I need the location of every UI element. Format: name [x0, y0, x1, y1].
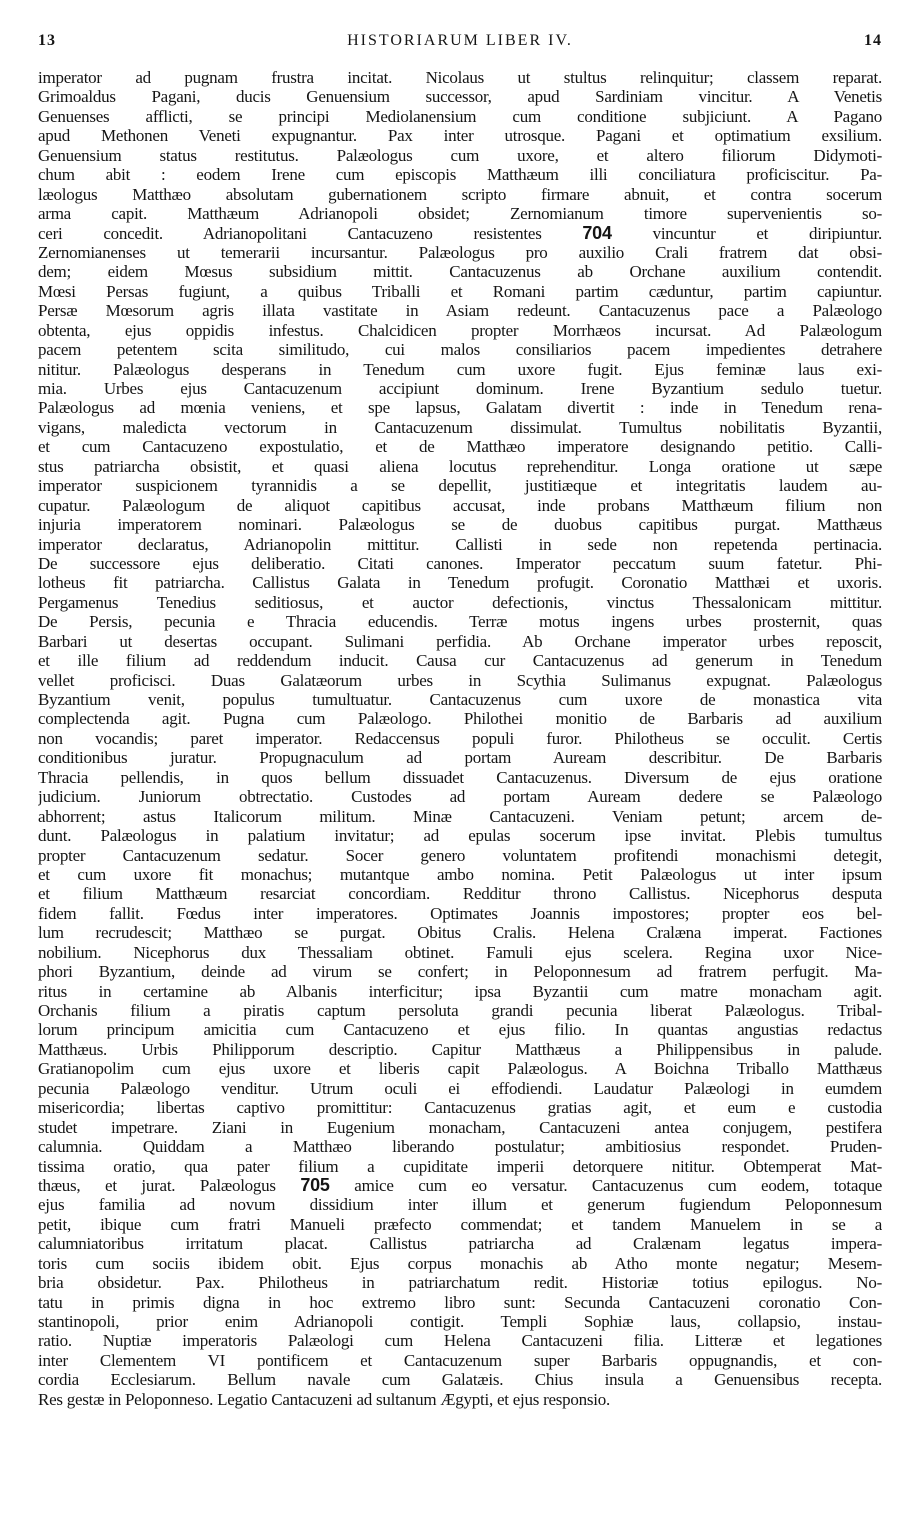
- text-line: phori Byzantium, deinde ad virum se confert; in Peloponnesum ad fratrem perfugit. Ma-: [38, 962, 882, 982]
- folio-number: 704: [582, 223, 612, 243]
- text-line: stus patriarcha obsistit, et quasi aliena locutus reprehenditur. Longa oratione ut sæpe: [38, 456, 882, 476]
- text-line: stantinopoli, prior enim Adrianopoli contigit. Templi Sophiæ laus, collapsio, instau-: [38, 1312, 882, 1331]
- text-line: thæus, et jurat. Palæologus 705 amice cum eo versatur. Cantacuzenus cum eodem, totaque: [38, 1175, 882, 1195]
- text-line: pecunia Palæologo venditur. Utrum oculi ei effodiendi. Laudatur Palæologi in eumdem: [38, 1078, 882, 1098]
- book-page: [38, 26, 882, 1506]
- text-line: De Persis, pecunia e Thracia educendis. Terræ motus ingens urbes prosternit, quas: [38, 612, 882, 632]
- text-line: obtenta, ejus oppidis infestus. Chalcidicen propter Morrhæos incursat. Ad Palæologum: [38, 320, 882, 340]
- text-line: et cum Cantacuzeno expostulatio, et de Matthæo imperatore designando petitio. Calli-: [38, 437, 882, 457]
- text-line: Byzantium venit, populus tumultuatur. Cantacuzenus cum uxore de monastica vita: [38, 690, 882, 709]
- text-line: conditionibus juratur. Propugnaculum ad portam Auream describitur. De Barbaris: [38, 748, 882, 768]
- text-line: non vocandis; paret imperator. Redaccensus populi furor. Philotheus se occulit. Certis: [38, 728, 882, 748]
- text-line: De successore ejus deliberatio. Citati canones. Imperator peccatum suum fatetur. Phi-: [38, 553, 882, 573]
- text-line: imperator suspicionem tyrannidis a se depellit, justitiæque et integritatis laudem au-: [38, 476, 882, 496]
- text-line: Mœsi Persas fugiunt, a quibus Triballi et Romani partim cæduntur, partim capiuntur.: [38, 281, 882, 301]
- text-line: et filium Matthæum resarciat concordiam. Redditur throno Callistus. Nicephorus desputa: [38, 884, 882, 904]
- text-line: tatu in primis digna in hoc extremo libro sunt: Secunda Cantacuzeni coronatio Con-: [38, 1292, 882, 1312]
- running-header: [38, 26, 882, 56]
- text-line: abhorrent; astus Italicorum militum. Minæ Cantacuzeni. Veniam petunt; arcem de-: [38, 806, 882, 826]
- text-line: lum recrudescit; Matthæo se purgat. Obitus Cralis. Helena Cralæna imperat. Factiones: [38, 923, 882, 943]
- text-line: vellet proficisci. Duas Galatæorum urbes in Scythia Sulimanus expugnat. Palæologus: [38, 670, 882, 690]
- text-line: mia. Urbes ejus Cantacuzenum accipiunt dominum. Irene Byzantium sedulo tuetur.: [38, 379, 882, 398]
- text-line: imperator ad pugnam frustra incitat. Nicolaus ut stultus relinquitur; classem reparat.: [38, 68, 882, 87]
- text-line: tissima oratio, qua pater filium a cupiditate imperii detorquere nititur. Obtemperat Mat-: [38, 1156, 882, 1176]
- text-line: vigans, maledicta vectorum in Cantacuzenum dissimulat. Tumultus nobilitatis Byzantii,: [38, 417, 882, 437]
- text-line: judicium. Juniorum obtrectatio. Custodes ad portam Auream dedere se Palæologo: [38, 787, 882, 807]
- text-line: Palæologus ad mœnia veniens, et spe lapsus, Galatam divertit : inde in Tenedum rena-: [38, 398, 882, 418]
- text-line: ritus in certamine ab Albanis interficitur; ipsa Byzantii cum matre monacham agit.: [38, 981, 882, 1001]
- text-line: ceri concedit. Adrianopolitani Cantacuzeno resistentes 704 vincuntur et diripiuntur.: [38, 223, 882, 243]
- summary-text: [38, 68, 882, 1409]
- text-line: Gratianopolim cum ejus uxore et liberis capit Palæologus. A Boichna Triballo Matthæus: [38, 1059, 882, 1079]
- text-line: propter Cantacuzenum sedatur. Socer genero voluntatem profitendi monachismi detegit,: [38, 845, 882, 865]
- text-line: apud Methonen Veneti expugnantur. Pax inter utrosque. Pagani et optimatium exsilium.: [38, 126, 882, 146]
- text-line: Persæ Mœsorum agris illata vastitate in Asiam redeunt. Cantacuzenus pace a Palæologo: [38, 301, 882, 321]
- text-line: cordia Ecclesiarum. Bellum navale cum Galatæis. Chius insula a Genuensibus recepta.: [38, 1370, 882, 1390]
- text-line: arma capit. Matthæum Adrianopoli obsidet; Zernomianum timore supervenientis so-: [38, 204, 882, 224]
- text-line: misericordia; libertas captivo promittitur: Cantacuzenus gratias agit, et eum e custodia: [38, 1098, 882, 1118]
- text-line: et ille filium ad reddendum inducit. Causa cur Cantacuzenus ad generum in Tenedum: [38, 651, 882, 671]
- text-line: et cum uxore fit monachus; mutantque ambo nomina. Petit Palæologus ut inter ipsum: [38, 864, 882, 884]
- text-line: læologus Matthæo absolutam gubernationem scripto firmare abnuit, et contra socerum: [38, 184, 882, 204]
- text-line: complectenda agit. Pugna cum Palæologo. Philothei monitio de Barbaris ad auxilium: [38, 709, 882, 729]
- text-line: Zernomianenses ut temerarii incursantur. Palæologus pro auxilio Crali fratrem dat obsi-: [38, 242, 882, 262]
- text-line: chum abit : eodem Irene cum episcopis Matthæum illi conciliatura proficiscitur. Pa-: [38, 165, 882, 185]
- running-title: HISTORIARUM LIBER IV.: [347, 32, 573, 49]
- text-line: dunt. Palæologus in palatium invitatur; ad epulas socerum ipse invitat. Plebis tumultus: [38, 826, 882, 846]
- text-line: Res gestæ in Peloponneso. Legatio Cantacuzeni ad sultanum Ægypti, et ejus responsio.: [38, 1389, 611, 1409]
- text-line: Matthæus. Urbis Philipporum descriptio. Capitur Matthæus a Philippensibus in palude.: [38, 1039, 882, 1059]
- text-line: Orchanis filium a piratis captum persoluta grandi pecunia liberat Palæologus. Tribal-: [38, 1001, 882, 1020]
- text-line: toris cum sociis ibidem obit. Ejus corpus monachis ab Atho monte negatur; Mesem-: [38, 1253, 882, 1273]
- folio-number: 705: [300, 1175, 330, 1195]
- text-line: injuria imperatorem nominari. Palæologus se de duobus capitibus purgat. Matthæus: [38, 515, 882, 535]
- text-line: Grimoaldus Pagani, ducis Genuensium successor, apud Sardiniam vincitur. A Venetis: [38, 87, 882, 107]
- text-line: calumniatoribus irritatum placat. Callistus patriarcha ad Cralænam legatus impera-: [38, 1234, 882, 1254]
- text-line: ejus familia ad novum dissidium inter illum et generum fugiendum Peloponnesum: [38, 1195, 882, 1215]
- text-line: dem; eidem Mœsus subsidium mittit. Cantacuzenus ab Orchane auxilium contendit.: [38, 262, 882, 282]
- text-line: Genuenses afflicti, se principi Mediolanensium cum conditione subjiciunt. A Pagano: [38, 106, 882, 126]
- text-line: nititur. Palæologus desperans in Tenedum cum uxore fugit. Ejus feminæ laus exi-: [38, 359, 882, 379]
- page-number-right: 14: [864, 32, 882, 49]
- text-line: petit, ibique cum fratri Manueli præfecto commendat; et tandem Manuelem in se a: [38, 1214, 882, 1234]
- text-line: inter Clementem VI pontificem et Cantacuzenum super Barbaris oppugnandis, et con-: [38, 1350, 882, 1370]
- text-line: Genuensium status restitutus. Palæologus cum uxore, et altero filiorum Didymoti-: [38, 145, 882, 165]
- text-line: lotheus fit patriarcha. Callistus Galata in Tenedum profugit. Coronatio Matthæi et uxoris.: [38, 573, 882, 593]
- text-line: imperator declaratus, Adrianopolin mittitur. Callisti in sede non repetenda pertinacia.: [38, 534, 882, 554]
- text-line: Pergamenus Tenedius seditiosus, et auctor defectionis, vinctus Thessalonicam mittitur.: [38, 592, 882, 612]
- text-line: ratio. Nuptiæ imperatoris Palæologi cum Helena Cantacuzeni filia. Litteræ et legationes: [38, 1331, 882, 1351]
- text-line: calumnia. Quiddam a Matthæo liberando postulatur; ambitiosius respondet. Pruden-: [38, 1137, 882, 1157]
- text-line: Barbari ut desertas occupant. Sulimani perfidia. Ab Orchane imperator urbes reposcit,: [38, 631, 882, 651]
- text-line: lorum principum amicitia cum Cantacuzeno et ejus filio. In quantas angustias redactus: [38, 1020, 882, 1040]
- text-line: studet impetrare. Ziani in Eugenium monacham, Cantacuzeni antea conjugem, pestifera: [38, 1117, 882, 1137]
- page-number-left: 13: [38, 32, 56, 49]
- text-line: cupatur. Palæologum de aliquot capitibus accusat, inde probans Matthæum filium non: [38, 495, 882, 515]
- text-line: fidem fallit. Fœdus inter imperatores. Optimates Joannis impostores; propter eos bel-: [38, 903, 882, 923]
- text-line: Thracia pellendis, in quos bellum dissuadet Cantacuzenus. Diversum de ejus oratione: [38, 767, 882, 787]
- text-line: pacem petentem scita similitudo, cui malos consiliarios pacem impedientes detrahere: [38, 340, 882, 360]
- text-line: nobilium. Nicephorus dux Thessaliam obtinet. Famuli ejus scelera. Regina uxor Nice-: [38, 942, 882, 962]
- text-line: bria obsidetur. Pax. Philotheus in patriarchatum redit. Historiæ totius epilogus. No-: [38, 1273, 882, 1293]
